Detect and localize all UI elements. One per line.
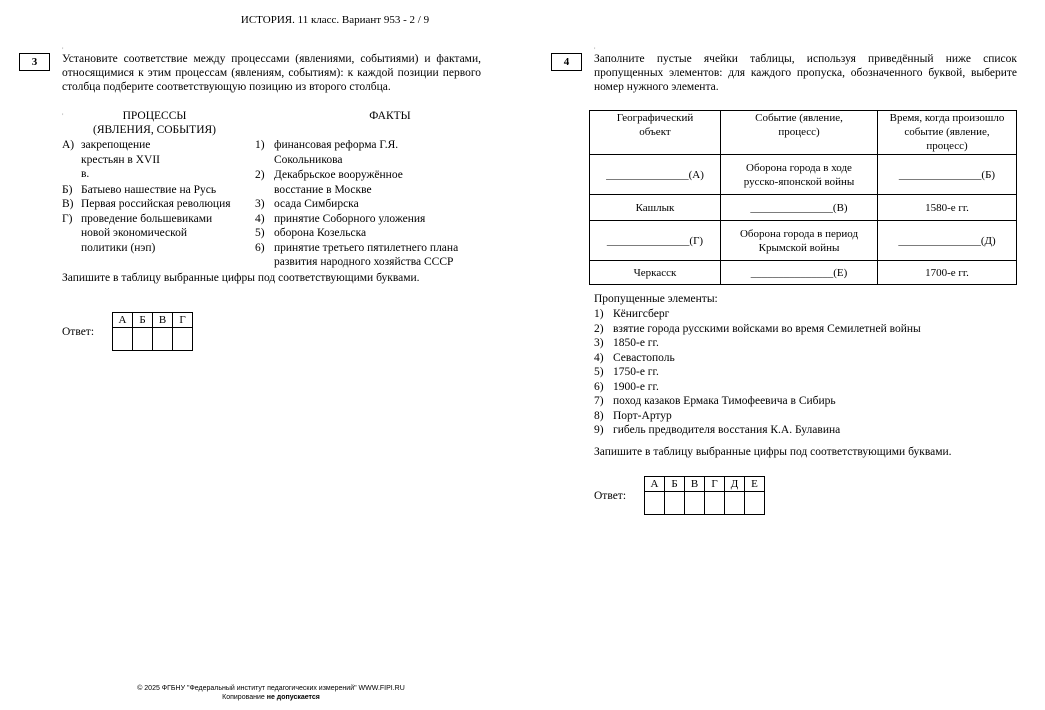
table-cell: _______________(Г) xyxy=(590,221,721,261)
table-cell: _______________(Б) xyxy=(878,155,1017,195)
question-4 xyxy=(551,44,1017,502)
answer-cell[interactable] xyxy=(173,328,193,351)
fact-item: 2) Декабрьское вооружённое восстание в Москве xyxy=(255,169,403,196)
answer-header-cell: Е xyxy=(745,477,765,492)
table-cell: _______________(А) xyxy=(590,155,721,195)
question-number: 3 xyxy=(19,53,50,71)
table-row xyxy=(590,221,1017,261)
table-row xyxy=(590,261,1017,285)
answer-header-cell: Г xyxy=(173,313,193,328)
process-item: Б) Батыево нашествие на Русь xyxy=(62,183,217,196)
answer-header-cell: Б xyxy=(665,477,685,492)
question-text: Заполните пустые ячейки таблицы, используя приведённый ниже список пропущенных элементов: для каждого пропуска, обозначенного буквой, выберите номер нужного элемента. xyxy=(594,53,1017,93)
missing-item: 4) Севастополь xyxy=(594,351,675,364)
answer-header-cell: А xyxy=(645,477,665,492)
page-footer xyxy=(133,684,409,702)
processes-title: ПРОЦЕССЫ (ЯВЛЕНИЯ, СОБЫТИЯ) xyxy=(92,110,217,136)
events-table xyxy=(589,110,1017,285)
question-text: Установите соответствие между процессами (явлениями, событиями) и фактами, относящимися к этим процессам (явлениям, событиям): к каждой позиции первого столбца подберите соответствующую позицию из второго столбца. xyxy=(62,53,481,93)
table-header-row xyxy=(590,111,1017,155)
answer-cell[interactable] xyxy=(705,492,725,515)
copy-notice: Копирование не допускается xyxy=(222,694,320,701)
table-cell: _______________(Д) xyxy=(878,221,1017,261)
table-header-cell: Событие (явление, процесс) xyxy=(721,111,878,155)
page-header: ИСТОРИЯ. 11 класс. Вариант 953 - 2 / 9 xyxy=(240,14,430,26)
missing-item: 9) гибель предводителя восстания К.А. Булавина xyxy=(594,424,841,436)
answer-cell[interactable] xyxy=(645,492,665,515)
processes-list xyxy=(62,138,247,255)
table-cell: _______________(Е) xyxy=(721,261,878,285)
table-header-cell: Время, когда произошло событие (явление, процесс) xyxy=(878,111,1017,155)
answer-cell[interactable] xyxy=(665,492,685,515)
table-row xyxy=(590,155,1017,195)
fact-item: 3) осада Симбирска xyxy=(255,198,359,210)
answer-header-cell: Б xyxy=(133,313,153,328)
table-cell: Оборона города в период Крымской войны xyxy=(721,221,878,261)
answer-header-cell: В xyxy=(153,313,173,328)
table-cell: Кашлык xyxy=(590,195,721,221)
margin-tick: , xyxy=(62,44,64,50)
missing-item: 8) Порт-Артур xyxy=(594,409,672,422)
answer-cell[interactable] xyxy=(745,492,765,515)
answer-header-cell: А xyxy=(113,313,133,328)
answer-label: Ответ: xyxy=(62,326,95,338)
question-number: 4 xyxy=(551,53,582,71)
answer-cell[interactable] xyxy=(113,328,133,351)
facts-title: ФАКТЫ xyxy=(369,110,411,122)
process-item: В) Первая российская революция xyxy=(62,198,231,210)
missing-elements xyxy=(594,292,1014,459)
answer-header-cell: В xyxy=(685,477,705,492)
fact-item: 1) финансовая реформа Г.Я. Сокольникова xyxy=(255,139,399,166)
fact-item: 6) принятие третьего пятилетнего плана развития народного хозяйства СССР xyxy=(255,241,459,268)
answer-table xyxy=(644,476,765,515)
answer-label: Ответ: xyxy=(594,490,627,502)
table-cell: Оборона города в ходе русско-японской войны xyxy=(721,155,878,195)
process-item: Г) проведение большевиками новой экономической политики (нэп) xyxy=(62,212,213,254)
margin-tick: , xyxy=(62,110,64,116)
answer-cell[interactable] xyxy=(153,328,173,351)
missing-item: 1) Кёнигсберг xyxy=(594,308,670,320)
answer-header-cell: Д xyxy=(725,477,745,492)
answer-cell[interactable] xyxy=(685,492,705,515)
facts-list xyxy=(255,138,525,270)
table-cell: 1580-е гг. xyxy=(878,195,1017,221)
missing-item: 6) 1900-е гг. xyxy=(594,380,659,393)
table-cell: _______________(В) xyxy=(721,195,878,221)
question-3 xyxy=(19,44,481,338)
missing-item: 7) поход казаков Ермака Тимофеевича в Сибирь xyxy=(594,395,836,407)
missing-title: Пропущенные элементы: xyxy=(594,293,718,305)
missing-item: 5) 1750-е гг. xyxy=(594,366,659,378)
table-cell: 1700-е гг. xyxy=(878,261,1017,285)
answer-cell[interactable] xyxy=(725,492,745,515)
margin-tick: , xyxy=(594,44,596,50)
answer-table xyxy=(112,312,193,351)
answer-instruction: Запишите в таблицу выбранные цифры под соответствующими буквами. xyxy=(594,445,952,458)
table-row xyxy=(590,195,1017,221)
copyright: © 2025 ФГБНУ "Федеральный институт педагогических измерений" WWW.FIPI.RU xyxy=(137,685,405,692)
answer-header-cell: Г xyxy=(705,477,725,492)
fact-item: 4) принятие Соборного уложения xyxy=(255,212,426,225)
missing-item: 3) 1850-е гг. xyxy=(594,337,659,349)
answer-cell[interactable] xyxy=(133,328,153,351)
process-item: А) закрепощение крестьян в XVII в. xyxy=(62,139,160,180)
matching-block xyxy=(62,109,481,269)
table-header-cell: Географический объект xyxy=(590,111,721,155)
fact-item: 5) оборона Козельска xyxy=(255,227,367,239)
table-cell: Черкасск xyxy=(590,261,721,285)
answer-instruction: Запишите в таблицу выбранные цифры под соответствующими буквами. xyxy=(62,272,420,284)
missing-item: 2) взятие города русскими войсками во время Семилетней войны xyxy=(594,322,921,335)
